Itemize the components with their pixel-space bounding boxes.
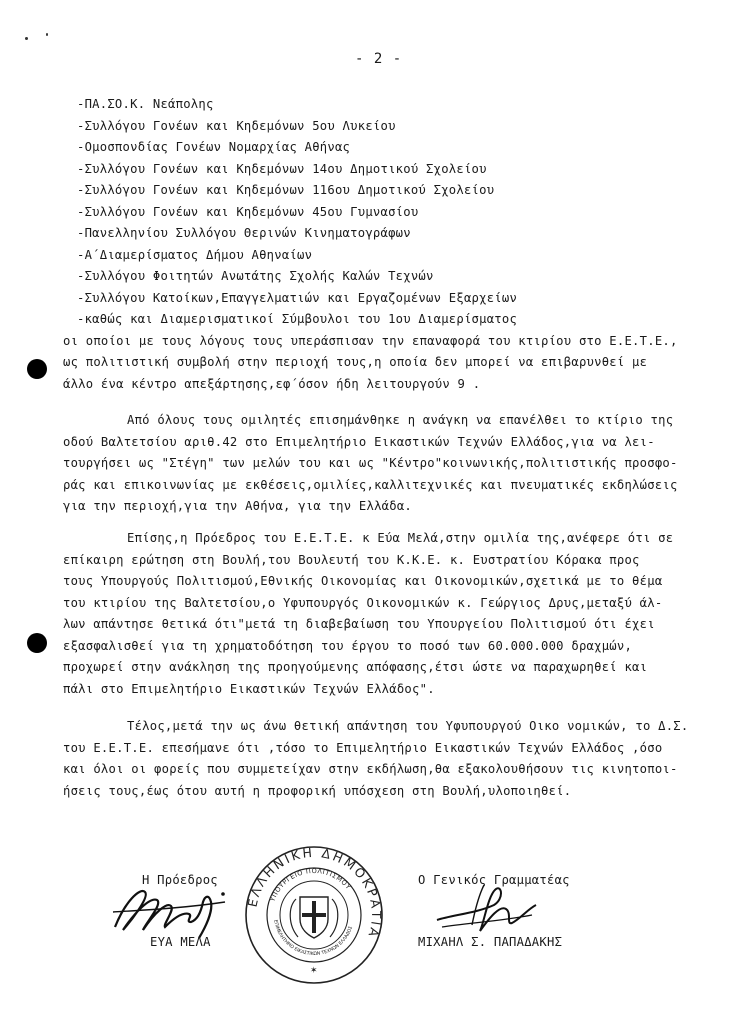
paragraph-line: του Ε.Ε.Τ.Ε. επεσήμανε ότι ,τόσο το Επιμελητήριο Εικαστικών Τεχνών Ελλάδος ,όσο bbox=[63, 740, 663, 755]
scan-speck bbox=[25, 37, 28, 40]
recipient-item: -Συλλόγου Γονέων και Κηδεμόνων 5ου Λυκείου bbox=[77, 118, 396, 133]
paragraph-line: επίκαιρη ερώτηση στη Βουλή,του Βουλευτή του Κ.Κ.Ε. κ. Ευστρατίου Κόρακα προς bbox=[63, 552, 640, 567]
recipient-item: -Ομοσπονδίας Γονέων Νομαρχίας Αθήνας bbox=[77, 140, 351, 154]
recipient-item: -Α΄Διαμερίσματος Δήμου Αθηναίων bbox=[77, 247, 313, 262]
paragraph-line: του κτιρίου της Βαλτετσίου,ο Υφυπουργός Οικονομικών κ. Γεώργιος Δρυς,μεταξύ άλ- bbox=[63, 595, 663, 610]
recipient-item: -Πανελληνίου Συλλόγου Θερινών Κινηματογράφων bbox=[77, 226, 411, 240]
paragraph-line: Από όλους τους ομιλητές επισημάνθηκε η ανάγκη να επανέλθει το κτίριο της bbox=[127, 413, 674, 427]
paragraph-building-return bbox=[63, 410, 678, 518]
paragraph-line: πάλι στο Επιμελητήριο Εικαστικών Τεχνών Ελλάδος". bbox=[63, 681, 435, 696]
paragraph-line: τουργήσει ως "Στέγη" των μελών του και ως "Κέντρο"κοινωνικής,πολιτιστικής προσφο- bbox=[63, 456, 678, 470]
recipient-item: -Συλλόγου Γονέων και Κηδεμόνων 45ου Γυμνασίου bbox=[77, 204, 419, 219]
coat-of-arms-icon bbox=[290, 897, 338, 938]
intro-line: οι οποίοι με τους λόγους τους υπεράσπισαν την επαναφορά του κτιρίου στο Ε.Ε.Τ.Ε., bbox=[63, 333, 678, 348]
recipient-list bbox=[63, 94, 678, 395]
paragraph-conclusion bbox=[63, 716, 689, 802]
president-name: ΕΥΑ ΜΕΛΑ bbox=[150, 935, 211, 949]
page-number: - 2 - bbox=[355, 51, 403, 67]
paragraph-line: και όλοι οι φορείς που συμμετείχαν στην εκδήλωση,θα εξακολουθήσουν τις κινητοποι- bbox=[63, 762, 678, 776]
paragraph-line: οδού Βαλτετσίου αριθ.42 στο Επιμελητήριο Εικαστικών Τεχνών Ελλάδος,για να λει- bbox=[63, 434, 655, 449]
paragraph-line: για την περιοχή,για την Αθήνα, για την Ελλάδα. bbox=[63, 499, 413, 513]
recipient-item: -Συλλόγου Γονέων και Κηδεμόνων 14ου Δημοτικού Σχολείου bbox=[77, 161, 487, 176]
official-seal bbox=[244, 845, 384, 985]
recipient-item: -καθώς και Διαμερισματικοί Σύμβουλοι του 1ου Διαμερίσματος bbox=[77, 312, 518, 326]
paragraph-line: προχωρεί στην ανάκληση της προηγούμενης απόφασης,έτσι ώστε να παραχωρηθεί και bbox=[63, 660, 648, 674]
recipient-item: -ΠΑ.ΣΟ.Κ. Νεάπολης bbox=[77, 97, 214, 111]
secretary-general-signature bbox=[432, 875, 542, 940]
paragraph-line: εξασφαλισθεί για τη χρηματοδότηση του έργου το ποσό των 60.000.000 δραχμών, bbox=[63, 638, 633, 653]
intro-line: άλλο ένα κέντρο απεξάρτησης,εφ΄όσον ήδη λειτουργούν 9 . bbox=[63, 376, 481, 391]
secretary-general-title: Ο Γενικός Γραμματέας bbox=[418, 873, 570, 887]
seal-star-icon: ✶ bbox=[310, 966, 318, 976]
paragraph-line: Επίσης,η Πρόεδρος του Ε.Ε.Τ.Ε. κ Εύα Μελά,στην ομιλία της,ανέφερε ότι σε bbox=[127, 531, 674, 545]
seal-outer-text: ΕΛΛΗΝΙΚΗ ΔΗΜΟΚΡΑΤΙΑ bbox=[244, 845, 384, 941]
punch-hole bbox=[27, 633, 47, 653]
president-signature bbox=[105, 872, 235, 942]
recipient-item: -Συλλόγου Γονέων και Κηδεμόνων 116ου Δημοτικού Σχολείου bbox=[77, 183, 495, 197]
paragraph-line: ήσεις τους,έως ότου αυτή η προφορική υπόσχεση στη Βουλή,υλοποιηθεί. bbox=[63, 783, 572, 798]
president-title: Η Πρόεδρος bbox=[142, 873, 218, 887]
recipient-item: -Συλλόγου Φοιτητών Ανωτάτης Σχολής Καλών Τεχνών bbox=[77, 269, 434, 283]
seal-inner-text-top: ΥΠΟΥΡΓΕΙΟ ΠΟΛΙΤΙΣΜΟΥ bbox=[268, 866, 353, 903]
svg-text:ΥΠΟΥΡΓΕΙΟ ΠΟΛΙΤΙΣΜΟΥ bbox=[268, 867, 352, 904]
paragraph-parliament-question bbox=[63, 528, 674, 700]
punch-hole bbox=[27, 359, 47, 379]
recipient-item: -Συλλόγου Κατοίκων,Επαγγελματιών και Εργαζομένων Εξαρχείων bbox=[77, 290, 518, 305]
secretary-general-name: ΜΙΧΑΗΛ Σ. ΠΑΠΑΔΑΚΗΣ bbox=[418, 935, 563, 949]
intro-line: ως πολιτιστική συμβολή στην περιοχή τους,η οποία δεν μπορεί να επιβαρυνθεί με bbox=[63, 355, 648, 369]
paragraph-line: Τέλος,μετά την ως άνω θετική απάντηση του Υφυπουργού Οικο νομικών, το Δ.Σ. bbox=[127, 719, 689, 733]
paragraph-line: τους Υπουργούς Πολιτισμού,Εθνικής Οικονομίας και Οικονομικών,σχετικά με το θέμα bbox=[63, 574, 663, 588]
scan-speck bbox=[46, 33, 48, 36]
paragraph-line: λων απάντησε θετικά ότι"μετά τη διαβεβαίωση του Υπουργείου Πολιτισμού ότι έχει bbox=[63, 617, 655, 631]
seal-inner-text-bottom: ΕΠΙΜΕΛΗΤΗΡΙΟ ΕΙΚΑΣΤΙΚΩΝ ΤΕΧΝΩΝ ΕΛΛΑΔΟΣ bbox=[272, 919, 355, 958]
paragraph-line: ράς και επικοινωνίας με εκθέσεις,ομιλίες,καλλιτεχνικές και πνευματικές εκδηλώσεις bbox=[63, 477, 678, 492]
